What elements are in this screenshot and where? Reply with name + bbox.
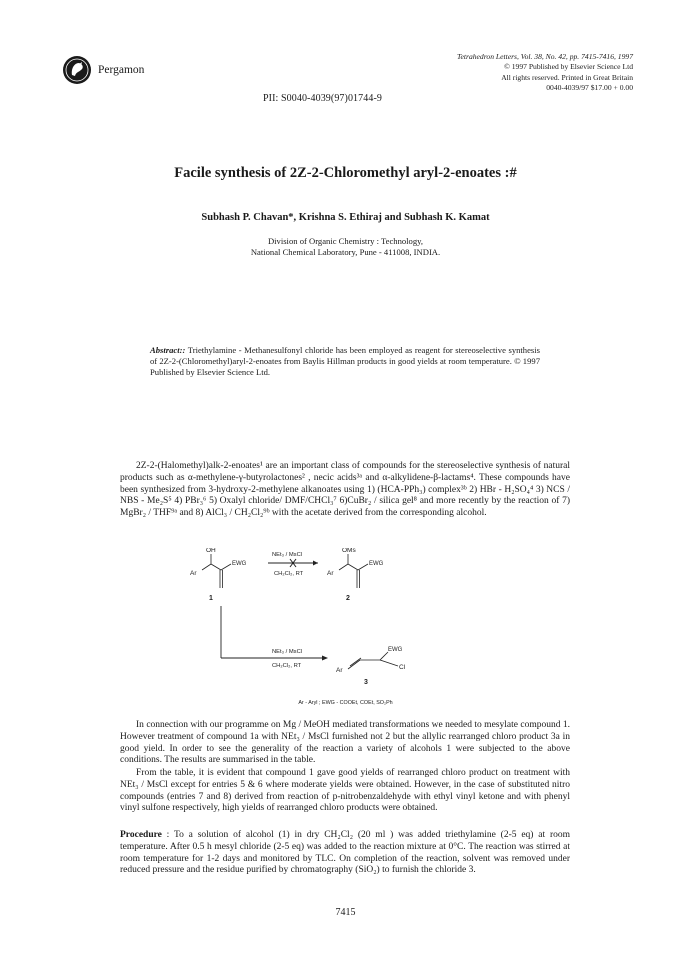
scheme-ewg-label: EWG [388, 647, 403, 653]
affiliation-line: National Chemical Laboratory, Pune - 411008, INDIA. [250, 247, 441, 257]
article-title: Facile synthesis of 2Z-2-Chloromethyl aryl-2-enoates :# [174, 165, 517, 181]
citation-line: 0040-4039/97 $17.00 + 0.00 [546, 83, 633, 93]
author-list: Subhash P. Chavan*, Krishna S. Ethiraj and Subhash K. Kamat [201, 212, 490, 223]
citation-line: Tetrahedron Letters, Vol. 38, No. 42, pp. 7415-7416, 1997 [457, 52, 633, 61]
bond-line [358, 564, 368, 570]
abstract-text: Triethylamine - Methanesulfonyl chloride has been employed as reagent for stereoselective synthesis of 2Z-2-(Chloromethyl)aryl-2-enoates from Baylis Hillman products in good yields at room temperature. © 1997 Published by Elsevier Science Ltd. [150, 345, 540, 378]
pii-code: PII: S0040-4039(97)01744-9 [263, 93, 382, 104]
bond-line [380, 660, 398, 666]
citation-line: All rights reserved. Printed in Great Britain [501, 72, 633, 82]
arrow-head [322, 656, 328, 661]
intro-paragraph: 2Z-2-(Halomethyl)alk-2-enoates¹ are an important class of compounds for the stereoselective synthesis of natural products such as α-methylene-γ-butyrolactones² , necic acids³ᵃ and α-alkylidene-β-lactams⁴. These compounds have been synthesized from 3-hydroxy-2-methylene alkanoates using 1) (HCA-PPh₃) complex³ᵇ 2) HBr - H₂SO₄⁴ 3) NCS / NBS - Me₂S⁵ 4) PBr₃⁶ 5) Oxalyl chloride/ DMF/CHCl₃⁷ 6)CuBr₂ / silica gel⁸ and more recently by the reaction of 7) MgBr₂ / THF⁹ᵃ and 8) AlCl₃ / CH₂Cl₂⁹ᵇ with the acetate derived from the corresponding alcohol. [120, 461, 570, 519]
page-number: 7415 [335, 907, 356, 918]
bond-line [221, 564, 231, 570]
abstract [150, 345, 540, 379]
scheme-footnote: Ar - Aryl ; EWG - COOEt, COEt, SO₂Ph [298, 700, 393, 706]
bond-line [339, 564, 348, 570]
procedure-label: Procedure [120, 830, 162, 840]
citation-line: © 1997 Published by Elsevier Science Ltd [504, 62, 633, 72]
compound-3-label: 3 [364, 679, 368, 686]
arrow-head [313, 561, 318, 566]
citation-block [383, 52, 633, 94]
compound-2-label: 2 [346, 595, 350, 602]
reaction-scheme [188, 548, 508, 693]
publisher-name: Pergamon [98, 64, 145, 76]
scheme-oms-label: OMs [342, 548, 356, 554]
scheme-ewg-label: EWG [369, 561, 384, 567]
affiliation [0, 236, 691, 258]
pergamon-logo-icon [62, 55, 92, 85]
scheme-ar-label: Ar [327, 570, 334, 577]
scheme-oh-label: OH [206, 548, 216, 554]
bond-line [348, 660, 360, 669]
abstract-label: Abstract:: [150, 345, 186, 355]
scheme-cl-label: Cl [399, 664, 406, 671]
scheme-ar-label: Ar [190, 570, 197, 577]
bond-line [202, 564, 211, 570]
scheme-ewg-label: EWG [232, 561, 247, 567]
bond-line [380, 652, 388, 660]
bond-line [211, 564, 221, 570]
reagent-bottom-label: NEt₃ / MsCl [272, 649, 303, 655]
reagent-top-label: NEt₃ / MsCl [272, 552, 303, 558]
affiliation-line: Division of Organic Chemistry : Technology, [267, 236, 424, 246]
scheme-ar-label: Ar [336, 667, 343, 674]
bond-line [348, 564, 358, 570]
bond-line [350, 658, 361, 666]
solvent-top-label: CH₂Cl₂, RT [274, 571, 304, 577]
procedure-text: : To a solution of alcohol (1) in dry CH₂Cl₂ (20 ml ) was added triethylamine (2-5 eq) at room temperature. After 0.5 h mesyl chloride (2-5 eq) was added to the reaction mixture at 0°C. The reaction was stirred at room temperature for 1-2 days and monitored by TLC. On completion of the reaction, solvent was removed under reduced pressure and the residue purified by chromatography (SiO₂) to furnish the chloride 3. [120, 830, 570, 876]
solvent-bottom-label: CH₂Cl₂, RT [272, 663, 302, 669]
procedure-paragraph [120, 830, 570, 877]
compound-1-label: 1 [209, 595, 213, 602]
results-paragraph: From the table, it is evident that compound 1 gave good yields of rearranged chloro product on treatment with NEt₃ / MsCl except for entries 5 & 6 where moderate yields were obtained. However, in the case of substituted nitro compounds (entries 7 and 8) derived from reaction of p-nitrobenzaldehyde with ethyl vinyl ketone and with phenyl vinyl sulfone respectively, high yields of rearranged chloro products were obtained. [120, 768, 570, 814]
programme-paragraph: In connection with our programme on Mg / MeOH mediated transformations we needed to mesylate compound 1. However treatment of compound 1a with NEt₃ / MsCl furnished not 2 but the allylic rearranged chloro product 3a in good yield. In order to see the generality of the reaction a variety of alcohols 1 were subjected to the above conditions. The results are summarised in the table. [120, 720, 570, 766]
